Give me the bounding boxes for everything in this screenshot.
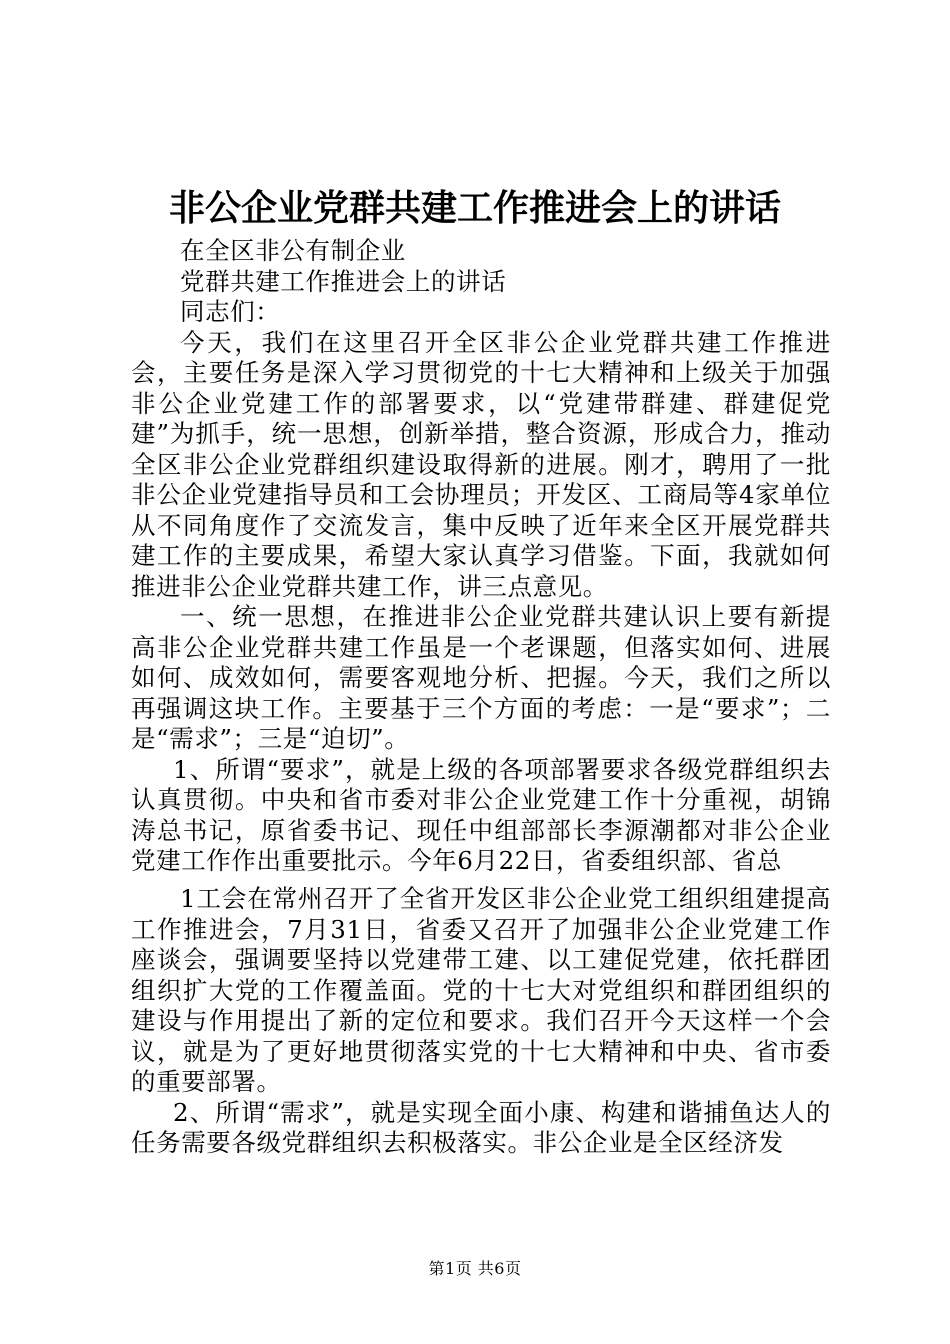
subtitle-line-1: 在全区非公有制企业 bbox=[180, 236, 406, 265]
paragraph-demand: 2、所谓“需求”，就是实现全面小康、构建和谐捕鱼达人的任务需要各级党群组织去积极落实。非公企业是全区经济发 bbox=[131, 1097, 831, 1157]
subtitle-line-2: 党群共建工作推进会上的讲话 bbox=[180, 266, 507, 296]
paragraph-section-one: 一、统一思想，在推进非公企业党群共建认识上要有新提高非公企业党群共建工作虽是一个老课题，但落实如何、进展如何、成效如何，需要客观地分析、把握。今天，我们之所以再强调这块工作。主要基于三个方面的考虑：一是“要求”；二是“需求”；三是“迫切”。 bbox=[131, 602, 831, 753]
paragraph-continuation: 1工会在常州召开了全省开发区非公企业党工组织组建提高工作推进会，7月31日，省委又召开了加强非公企业党建工作座谈会，强调要坚持以党建带工建、以工建促党建，依托群团组织扩大党的工作覆盖面。党的十七大对党组织和群团组织的建设与作用提出了新的定位和要求。我们召开今天这样一个会议，就是为了更好地贯彻落实党的十七大精神和中央、省市委的重要部署。 bbox=[131, 884, 831, 1096]
salutation: 同志们： bbox=[180, 297, 281, 326]
paragraph-opening: 今天，我们在这里召开全区非公企业党群共建工作推进会，主要任务是深入学习贯彻党的十七大精神和上级关于加强非公企业党建工作的部署要求，以“党建带群建、群建促党建”为抓手，统一思想，创新举措，整合资源，形成合力，推动全区非公企业党群组织建设取得新的进展。刚才，聘用了一批非公企业党建指导员和工会协理员；开发区、工商局等4家单位从不同角度作了交流发言，集中反映了近年来全区开展党群共建工作的主要成果，希望大家认真学习借鉴。下面，我就如何推进非公企业党群共建工作，讲三点意见。 bbox=[131, 327, 831, 601]
paragraph-requirement: 1、所谓“要求”，就是上级的各项部署要求各级党群组织去认真贯彻。中央和省市委对非公企业党建工作十分重视，胡锦涛总书记，原省委书记、现任中组部部长李源潮都对非公企业党建工作作出重要批示。今年6月22日，省委组织部、省总 bbox=[131, 754, 831, 875]
document-title: 非公企业党群共建工作推进会上的讲话 bbox=[168, 188, 781, 229]
page-number-footer: 第1页 共6页 bbox=[428, 1259, 522, 1278]
document-body-part2 bbox=[131, 884, 831, 1159]
document-body-part1 bbox=[131, 236, 831, 877]
